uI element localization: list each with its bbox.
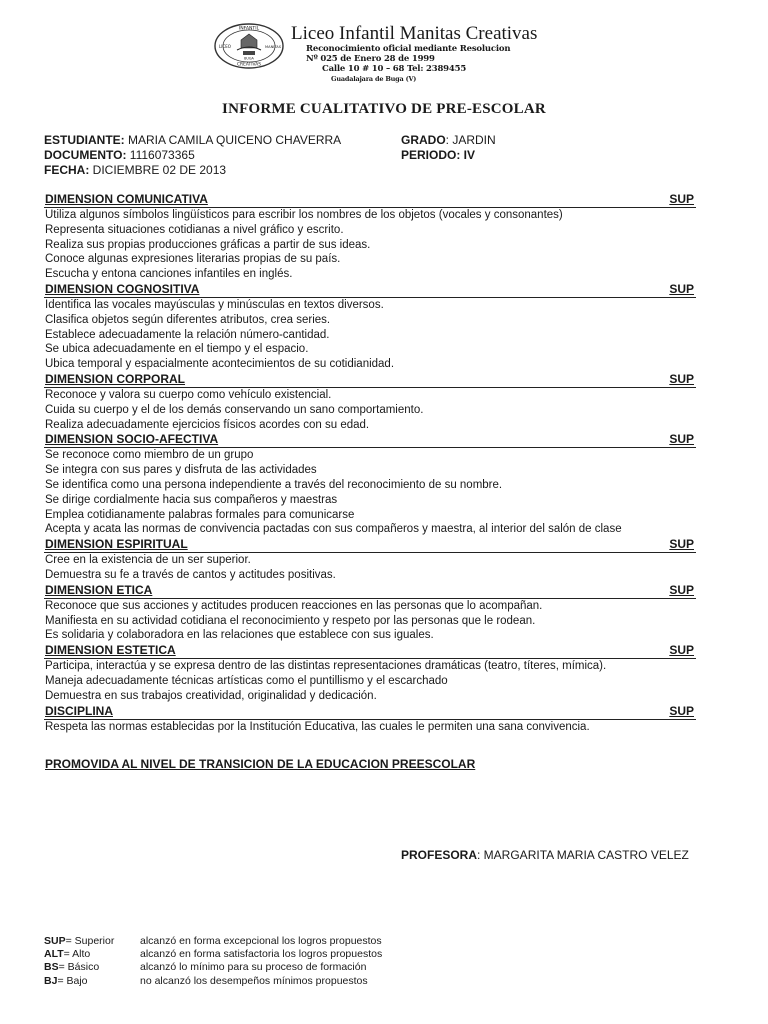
report-date-row	[44, 163, 226, 178]
dimension-header	[44, 432, 696, 448]
dimension-header	[44, 192, 696, 208]
dimension-header	[44, 282, 696, 298]
svg-text:CREATIVAS: CREATIVAS	[236, 62, 262, 68]
achievement-item: Conoce algunas expresiones literarias propias de su país.	[45, 253, 341, 266]
dimension-grade: SUP	[669, 432, 694, 447]
dimension-grade: SUP	[669, 582, 694, 597]
teacher-signature	[401, 848, 689, 862]
promotion-statement: PROMOVIDA AL NIVEL DE TRANSICION DE LA EDUCACION PREESCOLAR	[45, 757, 476, 771]
report-title: INFORME CUALITATIVO DE PRE-ESCOLAR	[222, 101, 546, 117]
dimension-grade: SUP	[669, 537, 694, 552]
legend-abbr: BS	[44, 961, 59, 974]
achievement-item: Se reconoce como miembro de un grupo	[45, 449, 254, 462]
header-city: Guadalajara de Buga (V)	[331, 75, 417, 83]
achievement-item: Clasifica objetos según diferentes atributos, crea series.	[45, 313, 331, 326]
legend-row	[44, 961, 367, 974]
legend-abbr: ALT	[44, 948, 64, 961]
achievement-item: Demuestra en sus trabajos creatividad, originalidad y dedicación.	[45, 689, 377, 702]
legend-meaning: = Básico	[58, 961, 100, 974]
school-name: Liceo Infantil Manitas Creativas	[291, 23, 538, 44]
report-date-label: FECHA:	[44, 163, 90, 177]
dimension-name: DIMENSION ESTETICA	[45, 643, 176, 658]
dimension-header	[44, 537, 696, 553]
achievement-item: Se ubica adecuadamente en el tiempo y el espacio.	[45, 343, 309, 356]
period-label: PERIODO: IV	[401, 148, 476, 162]
dimension-grade: SUP	[669, 371, 694, 386]
dimension-grade: SUP	[669, 281, 694, 296]
achievement-item: Reconoce que sus acciones y actitudes producen reacciones en las personas que lo acompañan.	[45, 599, 543, 612]
header-resolution: Reconocimiento oficial mediante Resolucion	[306, 44, 511, 54]
dimension-grade: SUP	[669, 703, 694, 718]
dimension-header	[44, 372, 696, 388]
dimension-header	[44, 583, 696, 599]
teacher-name: : MARGARITA MARIA CASTRO VELEZ	[477, 848, 689, 862]
achievement-item: Participa, interactúa y se expresa dentro de las distintas representaciones dramáticas (teatro, títeres, mímica).	[45, 660, 607, 673]
student-name-label: ESTUDIANTE:	[44, 133, 125, 147]
achievement-item: Ubica temporal y espacialmente acontecimientos de su cotidianidad.	[45, 358, 395, 371]
teacher-label: PROFESORA	[401, 848, 478, 862]
achievement-item: Manifiesta en su actividad cotidiana el reconocimiento y respeto por las personas que le rodean.	[45, 614, 536, 627]
legend-description: no alcanzó los desempeños mínimos propuestos	[140, 974, 368, 987]
dimension-grade: SUP	[669, 192, 694, 206]
achievement-item: Se dirige cordialmente hacia sus compañeros y maestras	[45, 493, 338, 506]
legend-meaning: = Alto	[63, 948, 91, 961]
legend-abbr: SUP	[44, 935, 66, 947]
school-seal-logo	[213, 22, 285, 70]
legend-abbr: BJ	[44, 974, 58, 987]
svg-text:BUGA: BUGA	[244, 56, 254, 61]
dimension-name: DIMENSION CORPORAL	[45, 371, 186, 386]
grade-label: GRADO	[401, 133, 446, 147]
legend-description: alcanzó en forma satisfactoria los logros propuestos	[140, 948, 383, 961]
period-row	[401, 148, 475, 163]
achievement-item: Representa situaciones cotidianas a nivel gráfico y escrito.	[45, 223, 344, 236]
achievement-item: Realiza sus propias producciones gráficas a partir de sus ideas.	[45, 238, 371, 251]
student-name: MARIA CAMILA QUICENO CHAVERRA	[124, 133, 342, 147]
legend-description: alcanzó lo mínimo para su proceso de formación	[140, 961, 367, 974]
header-address: Calle 10 # 10 – 68 Tel: 2389455	[322, 64, 467, 74]
achievement-item: Se identifica como una persona independiente a través del reconocimiento de su nombre.	[45, 478, 503, 491]
achievement-item: Utiliza algunos símbolos lingüísticos para escribir los nombres de los objetos (vocales y consonantes)	[45, 209, 563, 221]
legend-meaning: = Bajo	[57, 974, 88, 987]
student-doc: 1116073365	[126, 148, 195, 162]
dimension-name: DIMENSION SOCIO-AFECTIVA	[45, 432, 219, 447]
achievement-item: Cree en la existencia de un ser superior.	[45, 554, 251, 567]
student-doc-row	[44, 148, 195, 163]
achievement-item: Acepta y acata las normas de convivencia pactadas con sus compañeros y maestra, al interior del salón de clase	[45, 523, 622, 536]
report-date: DICIEMBRE 02 DE 2013	[89, 163, 227, 177]
achievement-item: Maneja adecuadamente técnicas artísticas como el puntillismo y el escarchado	[45, 674, 448, 687]
dimension-name: DIMENSION COMUNICATIVA	[45, 192, 208, 206]
legend-row	[44, 935, 382, 948]
student-doc-label: DOCUMENTO:	[44, 148, 127, 162]
dimensions-list	[44, 192, 696, 734]
dimension-name: DIMENSION ESPIRITUAL	[45, 537, 188, 552]
achievement-item: Realiza adecuadamente ejercicios físicos acordes con su edad.	[45, 418, 370, 431]
achievement-item: Emplea cotidianamente palabras formales para comunicarse	[45, 508, 355, 521]
legend-description: alcanzó en forma excepcional los logros propuestos	[140, 935, 382, 947]
svg-text:INFANTIL: INFANTIL	[238, 26, 260, 32]
achievement-item: Identifica las vocales mayúsculas y minúsculas en textos diversos.	[45, 298, 384, 311]
header-resolution-number: Nº 025 de Enero 28 de 1999	[306, 54, 435, 64]
achievement-item: Demuestra su fe a través de cantos y actitudes positivas.	[45, 568, 336, 581]
dimension-header	[44, 704, 696, 720]
achievement-item: Es solidaria y colaboradora en las relaciones que establece con sus iguales.	[45, 629, 434, 642]
grade-row	[401, 133, 496, 148]
student-name-row	[44, 133, 341, 148]
dimension-name: DIMENSION ETICA	[45, 582, 153, 597]
achievement-item: Respeta las normas establecidas por la Institución Educativa, las cuales le permiten una sana convivencia.	[45, 720, 590, 733]
svg-text:MANITAS: MANITAS	[265, 45, 281, 49]
achievement-item: Se integra con sus pares y disfruta de las actividades	[45, 464, 317, 477]
legend-meaning: = Superior	[65, 935, 115, 947]
dimension-name: DIMENSION COGNOSITIVA	[45, 281, 200, 296]
achievement-item: Establece adecuadamente la relación número-cantidad.	[45, 328, 330, 341]
achievement-item: Escucha y entona canciones infantiles en inglés.	[45, 268, 293, 281]
svg-text:LICEO: LICEO	[219, 44, 231, 49]
dimension-header	[44, 643, 696, 659]
legend-row	[44, 948, 383, 961]
grading-legend	[44, 935, 383, 988]
grade-value: : JARDIN	[445, 133, 496, 147]
legend-row	[44, 974, 368, 988]
dimension-name: DISCIPLINA	[45, 703, 114, 718]
achievement-item: Cuida su cuerpo y el de los demás conservando un sano comportamiento.	[45, 403, 424, 416]
dimension-grade: SUP	[669, 643, 694, 658]
achievement-item: Reconoce y valora su cuerpo como vehículo existencial.	[45, 388, 332, 401]
